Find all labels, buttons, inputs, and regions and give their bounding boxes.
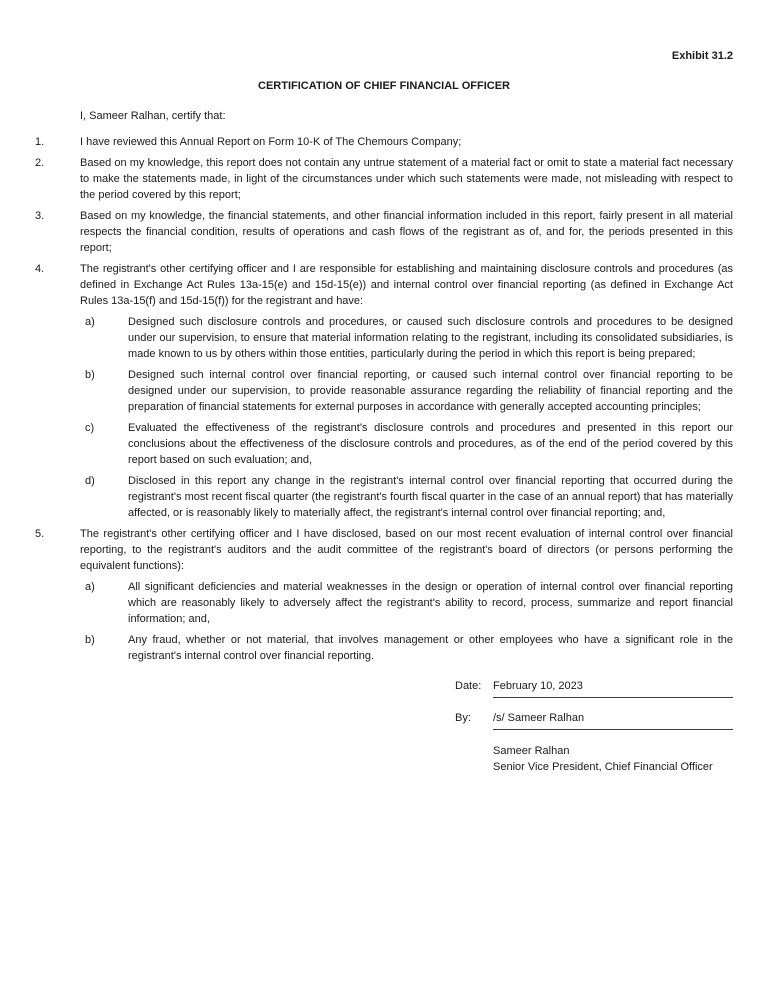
- list-item: [35, 261, 733, 309]
- list-item-marker: 4.: [35, 263, 45, 275]
- sub-list-item-marker: b): [85, 634, 95, 646]
- sub-list-item: [85, 473, 733, 521]
- date-label: Date:: [455, 680, 482, 692]
- sub-list-item-marker: d): [85, 475, 95, 487]
- sub-list-item: [85, 632, 733, 664]
- list-item-text: The registrant's other certifying officer and I are responsible for establishing and maintaining disclosure controls and procedures (as defined in Exchange Act Rules 13a-15(e) and 15d-15(e)) and internal control over financial reporting (as defined in Exchange Act Rules 13a-15(f) and 15d-15(f)) for the registrant and have:: [80, 263, 733, 307]
- signature-by-row: [455, 710, 733, 730]
- sub-list-item-text: All significant deficiencies and material weaknesses in the design or operation of internal control over financial reporting which are reasonably likely to adversely affect the registrant's ability to record, process, summarize and report financial information; and,: [128, 581, 733, 625]
- sub-list-item-text: Disclosed in this report any change in the registrant's internal control over financial reporting that occurred during the registrant's most recent fiscal quarter (the registrant's fourth fiscal quarter in the case of an annual report) that has materially affected, or is reasonably likely to materially affect, the registrant's internal control over financial reporting; and,: [128, 475, 733, 519]
- list-item-text: Based on my knowledge, this report does not contain any untrue statement of a material fact or omit to state a material fact necessary to make the statements made, in light of the circumstances under which such statements were made, not misleading with respect to the period covered by this report;: [80, 157, 733, 201]
- sub-list-item: [85, 420, 733, 468]
- sub-list-item: [85, 367, 733, 415]
- sub-list-item: [85, 314, 733, 362]
- sub-list-item-marker: c): [85, 422, 95, 434]
- sub-list-item-marker: a): [85, 316, 95, 328]
- sub-list-item: [85, 579, 733, 627]
- signer-name: Sameer Ralhan: [493, 745, 570, 757]
- numbered-list: [35, 134, 733, 664]
- sub-list-item-text: Evaluated the effectiveness of the registrant's disclosure controls and procedures and presented in this report our conclusions about the effectiveness of the disclosure controls and procedures, as of the end of the period covered by this report based on such evaluation; and,: [128, 422, 733, 466]
- list-item: [35, 208, 733, 256]
- list-item: [35, 526, 733, 574]
- list-item-text: The registrant's other certifying officer and I have disclosed, based on our most recent evaluation of internal control over financial reporting, to the registrant's auditors and the audit committee of the registrant's board of directors (or persons performing the equivalent functions):: [80, 528, 733, 572]
- signer-identity: [493, 743, 733, 775]
- sub-list-item-marker: a): [85, 581, 95, 593]
- signature-block: [35, 678, 733, 775]
- signature-date-row: [455, 678, 733, 698]
- exhibit-label: Exhibit 31.2: [671, 50, 733, 62]
- list-item: [35, 155, 733, 203]
- list-item-text: I have reviewed this Annual Report on Form 10-K of The Chemours Company;: [80, 136, 462, 148]
- signature-value: /s/ Sameer Ralhan: [493, 710, 733, 730]
- intro-text: I, Sameer Ralhan, certify that:: [80, 110, 226, 122]
- list-item-marker: 5.: [35, 528, 45, 540]
- list-item-marker: 1.: [35, 136, 45, 148]
- page-title: CERTIFICATION OF CHIEF FINANCIAL OFFICER: [258, 80, 510, 92]
- sub-list-item-marker: b): [85, 369, 95, 381]
- list-item: [35, 134, 733, 150]
- sub-list-item-text: Designed such internal control over financial reporting, or caused such internal control over financial reporting to be designed under our supervision, to provide reasonable assurance regarding the reliability of financial reporting and the preparation of financial statements for external purposes in accordance with generally accepted accounting principles;: [128, 369, 733, 413]
- date-value: February 10, 2023: [493, 678, 733, 698]
- list-item-marker: 2.: [35, 157, 45, 169]
- list-item-marker: 3.: [35, 210, 45, 222]
- sub-list-item-text: Any fraud, whether or not material, that involves management or other employees who have a significant role in the registrant's internal control over financial reporting.: [128, 634, 733, 662]
- list-item-text: Based on my knowledge, the financial statements, and other financial information included in this report, fairly present in all material respects the financial condition, results of operations and cash flows of the registrant as of, and for, the periods presented in this report;: [80, 210, 733, 254]
- signer-title: Senior Vice President, Chief Financial Officer: [493, 761, 713, 773]
- sub-list-item-text: Designed such disclosure controls and procedures, or caused such disclosure controls and procedures to be designed under our supervision, to ensure that material information relating to the registrant, including its consolidated subsidiaries, is made known to us by others within those entities, particularly during the period in which this report is being prepared;: [128, 316, 733, 360]
- by-label: By:: [455, 712, 471, 724]
